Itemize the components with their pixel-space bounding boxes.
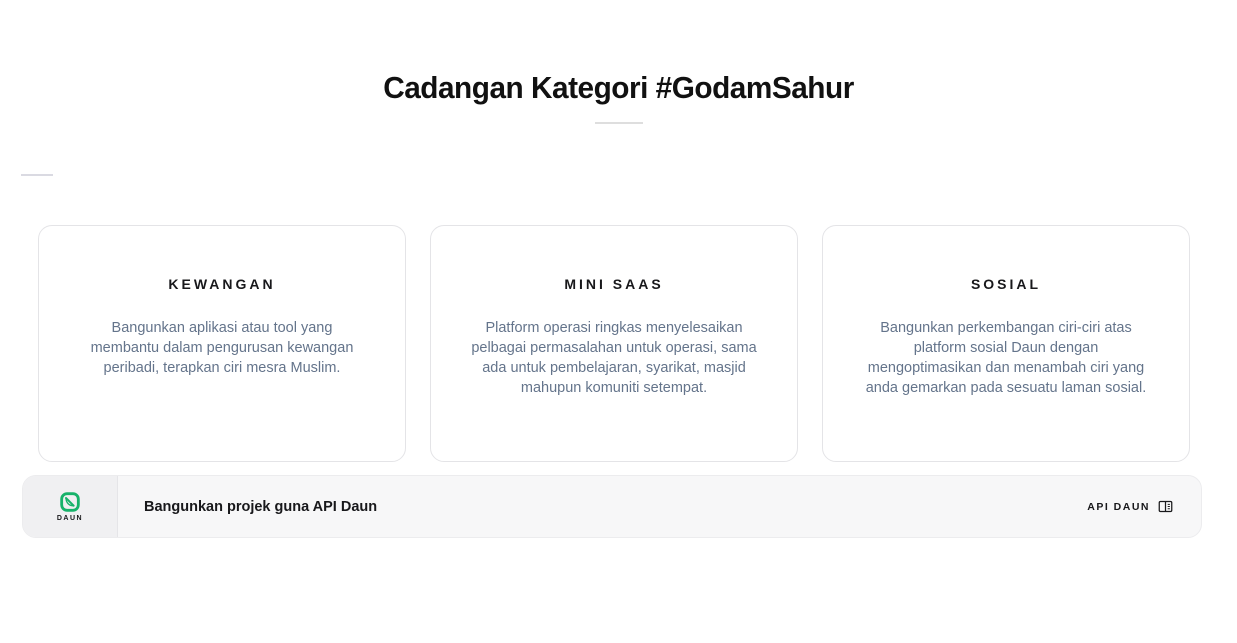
category-card-mini-saas	[430, 225, 798, 462]
category-card-sosial	[822, 225, 1190, 462]
daun-logo	[23, 476, 118, 537]
api-daun-link-label: API DAUN	[1087, 500, 1150, 513]
card-description: Bangunkan aplikasi atau tool yang membantu dalam pengurusan kewangan peribadi, terapkan ciri mesra Muslim.	[90, 320, 354, 376]
title-divider	[595, 122, 643, 124]
page-title: Cadangan Kategori #GodamSahur	[383, 70, 854, 105]
card-title: SOSIAL	[970, 276, 1042, 292]
leaf-icon	[60, 492, 80, 512]
card-description: Platform operasi ringkas menyelesaikan pelbagai permasalahan untuk operasi, sama ada untuk pembelajaran, syarikat, masjid mahupun komuniti setempat.	[471, 320, 757, 396]
card-description: Bangunkan perkembangan ciri-ciri atas platform sosial Daun dengan mengoptimasikan dan menambah ciri yang anda gemarkan pada sesuatu laman sosial.	[865, 320, 1147, 396]
book-open-icon	[1158, 500, 1173, 513]
section-header	[0, 0, 1237, 124]
card-title: KEWANGAN	[168, 276, 276, 292]
daun-logo-text: DAUN	[56, 514, 84, 522]
category-cards-row	[38, 225, 1190, 462]
banner-message: Bangunkan projek guna API Daun	[144, 498, 378, 515]
api-daun-link[interactable]	[1087, 476, 1201, 537]
left-divider-tick	[21, 174, 53, 176]
api-daun-banner-link[interactable]	[22, 475, 1202, 538]
card-title: MINI SAAS	[564, 276, 664, 292]
category-card-kewangan	[38, 225, 406, 462]
